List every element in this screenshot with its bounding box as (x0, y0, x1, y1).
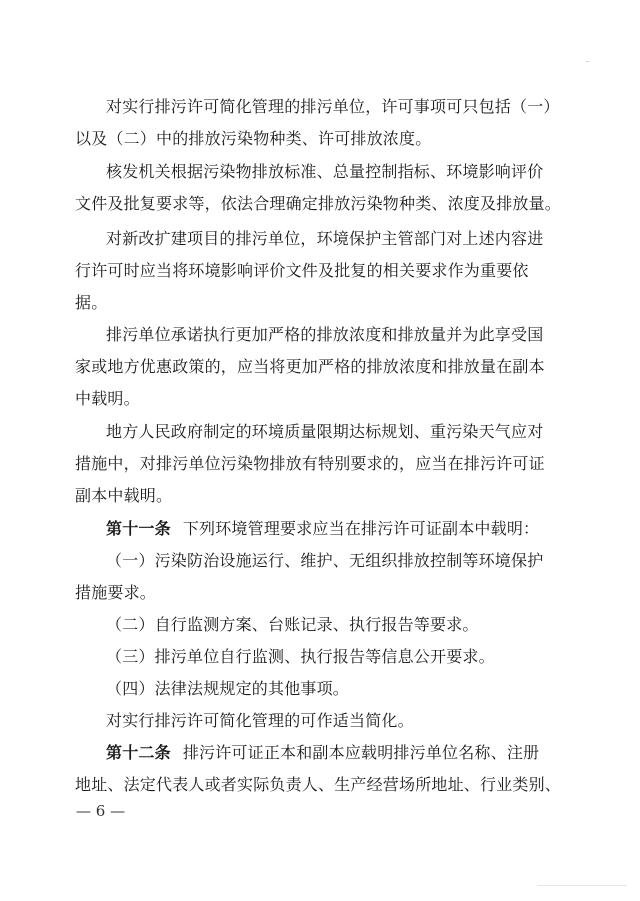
article-12-line (106, 743, 539, 763)
article-12-text: 排污许可证正本和副本应载明排污单位名称、注册 (182, 743, 540, 762)
paragraph-line: 文件及批复要求等，依法合理确定排放污染物种类、浓度及排放量。 (75, 194, 562, 213)
article-11-text: 下列环境管理要求应当在排污许可证副本中载明： (182, 519, 540, 538)
list-item: （四）法律法规规定的其他事项。 (106, 679, 350, 698)
list-item: （三）排污单位自行监测、执行报告等信息公开要求。 (106, 647, 495, 666)
paragraph-line: 据。 (75, 293, 108, 312)
paragraph-line: 措施中，对排污单位污染物排放有特别要求的，应当在排污许可证 (75, 454, 545, 473)
paragraph-line: 核发机关根据污染物排放标准、总量控制指标、环境影响评价 (106, 162, 544, 181)
paragraph-line: 副本中载明。 (75, 486, 173, 505)
paragraph-line: 措施要求。 (75, 583, 157, 602)
scan-artifact (537, 885, 627, 886)
scan-artifact (586, 61, 589, 62)
paragraph-line: 对新改扩建项目的排污单位，环境保护主管部门对上述内容进 (106, 229, 544, 248)
paragraph-line: 以及（二）中的排放污染物种类、许可排放浓度。 (75, 129, 432, 148)
paragraph-line: 对实行排污许可简化管理的排污单位，许可事项可只包括（一） (106, 97, 560, 116)
paragraph-line: 排污单位承诺执行更加严格的排放浓度和排放量并为此享受国 (106, 325, 544, 344)
paragraph-line: 地方人民政府制定的环境质量限期达标规划、重污染天气应对 (106, 422, 544, 441)
paragraph-line: 行许可时应当将环境影响评价文件及批复的相关要求作为重要依 (75, 261, 529, 280)
paragraph-line: 中载明。 (75, 389, 140, 408)
article-11-label: 第十一条 (106, 519, 171, 538)
list-item: （一）污染防治设施运行、维护、无组织排放控制等环境保护 (106, 551, 544, 570)
paragraph-line: 对实行排污许可简化管理的可作适当简化。 (106, 711, 414, 730)
list-item: （二）自行监测方案、台账记录、执行报告等要求。 (106, 615, 479, 634)
paragraph-line: 家或地方优惠政策的，应当将更加严格的排放浓度和排放量在副本 (75, 357, 545, 376)
page-number: — 6 — (76, 802, 126, 820)
article-12-label: 第十二条 (106, 743, 171, 762)
article-11-line (106, 519, 539, 539)
paragraph-line: 地址、法定代表人或者实际负责人、生产经营场所地址、行业类别、 (75, 775, 562, 794)
